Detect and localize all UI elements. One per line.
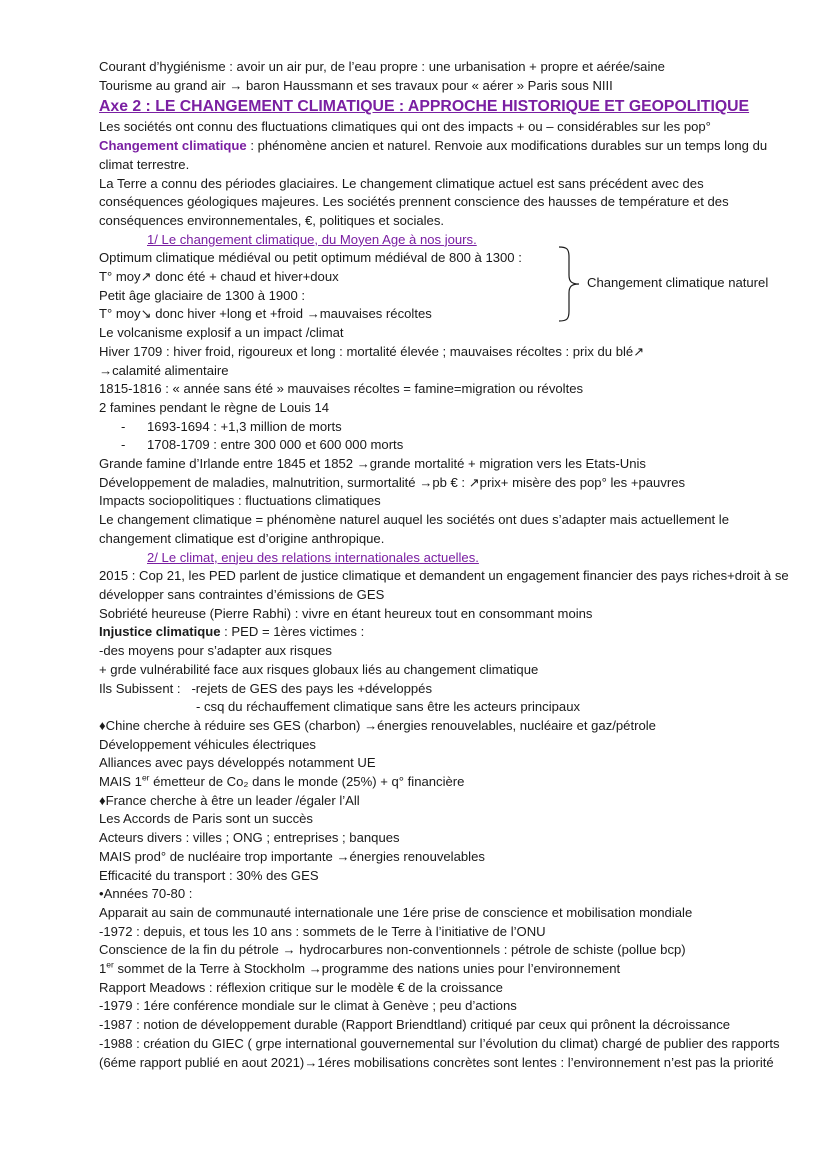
definition-line xyxy=(99,623,789,642)
text-line: Sobriété heureuse (Pierre Rabhi) : vivre en étant heureux tout en consommant moins xyxy=(99,605,593,621)
text-line: ♦France cherche à être un leader /égaler l’All xyxy=(99,792,360,808)
subissent-label: Ils Subissent : xyxy=(99,680,181,696)
text-line: Rapport Meadows : réflexion critique sur le modèle € de la croissance xyxy=(99,979,503,995)
text-line: Développement véhicules électriques xyxy=(99,736,316,752)
text-line: -1979 : 1ére conférence mondiale sur le climat à Genève ; peu d’actions xyxy=(99,998,517,1014)
text-line: Alliances avec pays développés notamment UE xyxy=(99,755,376,771)
subissent-item: -rejets de GES des pays les +développés xyxy=(191,680,432,696)
superscript: er xyxy=(106,959,114,970)
subissent-item: - csq du réchauffement climatique sans être les acteurs principaux xyxy=(196,699,581,715)
superscript: er xyxy=(141,772,150,783)
definition-text: : phénomène ancien et naturel. Renvoie aux modifications durables sur un temps long du climat terrestre. xyxy=(99,138,768,172)
text-line: 2 famines pendant le règne de Louis 14 xyxy=(99,399,330,415)
text-line: →calamité alimentaire xyxy=(99,362,229,378)
definition-text: : PED = 1ères victimes : xyxy=(220,624,365,640)
curly-brace-icon xyxy=(557,245,581,323)
text-line: 1815-1816 : « année sans été » mauvaises récoltes = famine=migration ou révoltes xyxy=(99,381,584,397)
paragraph: Le changement climatique = phénomène naturel auquel les sociétés ont dues s’adapter mais actuellement le changement climatique est d’origine anthropique. xyxy=(99,512,729,546)
text-line: ♦Chine cherche à réduire ses GES (charbon) →énergies renouvelables, nucléaire et gaz/pétrole xyxy=(99,717,656,733)
paragraph: -1988 : création du GIEC ( grpe international gouvernemental sur l’évolution du climat) chargé de publier des rapports (6éme rapport publié en aout 2021)→1éres mobilisations concrètes sont lentes : l’environnement n’est pas la priorité xyxy=(99,1035,780,1070)
text-line: Développement de maladies, malnutrition, surmortalité →pb € : ↗prix+ misère des pop° les +pauvres xyxy=(99,474,686,490)
text-line: Courant d’hygiénisme : avoir un air pur, de l’eau propre : une urbanisation + propre et aérée/saine xyxy=(99,59,665,74)
list-dash: - xyxy=(121,437,126,453)
paragraph: 2015 : Cop 21, les PED parlent de justice climatique et demandent un engagement financier des pays riches+droit à se développer sans contraintes d’émissions de GES xyxy=(99,568,789,602)
text-line: Optimum climatique médiéval ou petit optimum médiéval de 800 à 1300 : xyxy=(99,250,522,266)
list-item-text: 1693-1694 : +1,3 million de morts xyxy=(147,418,342,434)
list-item-text: 1708-1709 : entre 300 000 et 600 000 morts xyxy=(147,437,404,453)
subissent-line xyxy=(99,680,789,699)
text-line: •Années 70-80 : xyxy=(99,886,193,902)
section-title-2: 2/ Le climat, enjeu des relations internationales actuelles. xyxy=(147,549,479,565)
text-line: Tourisme au grand air → baron Haussmann et ses travaux pour « aérer » Paris sous NIII xyxy=(99,77,613,93)
text-line: -1972 : depuis, et tous les 10 ans : sommets de le Terre à l’initiative de l’ONU xyxy=(99,923,546,939)
text-fragment: émetteur de Co₂ dans le monde (25%) + q° financière xyxy=(149,774,465,790)
text-line: -des moyens pour s’adapter aux risques xyxy=(99,643,332,659)
text-line: Apparait au sain de communauté internationale une 1ére prise de conscience et mobilisation mondiale xyxy=(99,904,693,920)
definition-paragraph xyxy=(99,137,789,174)
text-line: Le volcanisme explosif a un impact /climat xyxy=(99,325,344,341)
text-line: Conscience de la fin du pétrole → hydrocarbures non-conventionnels : pétrole de schiste (pollue bcp) xyxy=(99,942,686,958)
definition-term: Changement climatique xyxy=(99,138,247,154)
text-fragment: 1 xyxy=(99,961,107,977)
paragraph: -1987 : notion de développement durable (Rapport Briendtland) critiqué par ceux qui prônent la décroissance xyxy=(99,1017,731,1033)
section-title-1: 1/ Le changement climatique, du Moyen Age à nos jours. xyxy=(147,231,477,247)
brace-label: Changement climatique naturel xyxy=(587,275,769,291)
brace-group xyxy=(99,249,789,324)
text-line: Hiver 1709 : hiver froid, rigoureux et long : mortalité élevée ; mauvaises récoltes : prix du blé↗ xyxy=(99,343,645,359)
text-line: Grande famine d’Irlande entre 1845 et 1852 →grande mortalité + migration vers les Etats-Unis xyxy=(99,456,646,472)
definition-term: Injustice climatique xyxy=(99,624,221,640)
axe-title: Axe 2 : LE CHANGEMENT CLIMATIQUE : APPROCHE HISTORIQUE ET GEOPOLITIQUE xyxy=(99,98,750,116)
text-line: Efficacité du transport : 30% des GES xyxy=(99,867,319,883)
text-fragment: sommet de la Terre à Stockholm →programme des nations unies pour l’environnement xyxy=(113,961,621,977)
text-fragment: MAIS 1 xyxy=(99,774,142,790)
list-item xyxy=(99,418,789,437)
text-line: Acteurs divers : villes ; ONG ; entreprises ; banques xyxy=(99,830,400,846)
text-line: Impacts sociopolitiques : fluctuations climatiques xyxy=(99,493,381,509)
document-page xyxy=(99,58,789,1072)
text-line: T° moy↗ donc été + chaud et hiver+doux xyxy=(99,269,339,285)
text-line: T° moy↘ donc hiver +long et +froid →mauvaises récoltes xyxy=(99,306,432,322)
text-line: Les sociétés ont connu des fluctuations climatiques qui ont des impacts + ou – considérables sur les pop° xyxy=(99,119,711,135)
text-line: MAIS prod° de nucléaire trop importante →énergies renouvelables xyxy=(99,848,485,864)
text-line xyxy=(99,960,789,979)
text-line: Les Accords de Paris sont un succès xyxy=(99,811,313,827)
text-line: Petit âge glaciaire de 1300 à 1900 : xyxy=(99,287,306,303)
text-line xyxy=(99,773,789,792)
list-item xyxy=(99,436,789,455)
text-line: + grde vulnérabilité face aux risques globaux liés au changement climatique xyxy=(99,661,539,677)
list-dash: - xyxy=(121,418,126,434)
paragraph: La Terre a connu des périodes glaciaires. Le changement climatique actuel est sans précédent avec des conséquences géologiques majeures. Les sociétés prennent conscience des hausses de température et des conséquences environnementales, €, politiques et sociales. xyxy=(99,175,729,228)
